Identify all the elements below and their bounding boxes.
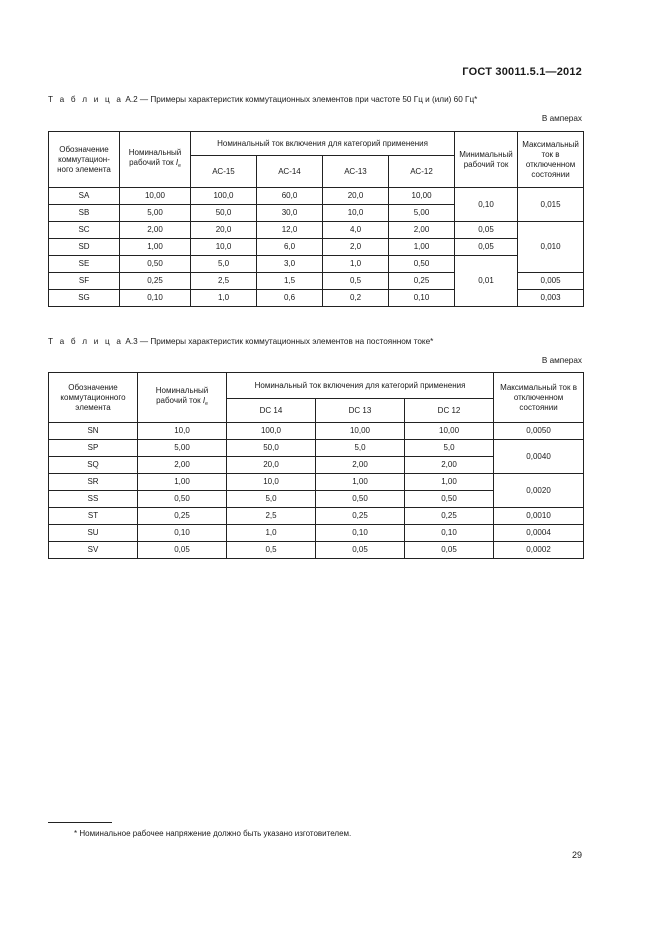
cell-ac12: 1,00 xyxy=(389,239,455,256)
table2-caption-label: Т а б л и ц а xyxy=(48,95,124,104)
table2-header-rated-current xyxy=(120,132,191,188)
cell-ie: 2,00 xyxy=(138,457,227,474)
cell-ac13: 0,2 xyxy=(323,290,389,307)
table3-header-max-current: Максимальный ток в отключенном состоянии xyxy=(494,373,584,423)
table-row xyxy=(49,440,584,457)
table3-header-rated-sub: e xyxy=(205,401,208,407)
cell-code: SE xyxy=(49,256,120,273)
cell-max-sn: 0,0050 xyxy=(494,423,584,440)
cell-max-sv: 0,0002 xyxy=(494,542,584,559)
cell-code: SN xyxy=(49,423,138,440)
table2-header-ac13: АС-13 xyxy=(323,156,389,188)
cell-max-sa-sb: 0,015 xyxy=(518,188,584,222)
cell-dc12: 0,05 xyxy=(405,542,494,559)
cell-ac15: 50,0 xyxy=(191,205,257,222)
cell-dc13: 0,10 xyxy=(316,525,405,542)
cell-ie: 0,25 xyxy=(120,273,191,290)
table2-header-min-current: Минимальный рабочий ток xyxy=(455,132,518,188)
cell-ac14: 60,0 xyxy=(257,188,323,205)
cell-ac12: 0,25 xyxy=(389,273,455,290)
table-row xyxy=(49,222,584,239)
cell-dc14: 10,0 xyxy=(227,474,316,491)
table-row xyxy=(49,239,584,256)
cell-code: SB xyxy=(49,205,120,222)
table-row xyxy=(49,474,584,491)
table2-caption xyxy=(48,95,477,104)
cell-ac14: 0,6 xyxy=(257,290,323,307)
cell-ac12: 0,10 xyxy=(389,290,455,307)
cell-code: ST xyxy=(49,508,138,525)
cell-ac15: 2,5 xyxy=(191,273,257,290)
cell-code: SP xyxy=(49,440,138,457)
cell-dc13: 0,50 xyxy=(316,491,405,508)
cell-ac14: 1,5 xyxy=(257,273,323,290)
cell-ie: 0,05 xyxy=(138,542,227,559)
cell-dc14: 20,0 xyxy=(227,457,316,474)
table3-header-rated-text: Номинальный рабочий ток xyxy=(155,386,209,405)
cell-ac12: 2,00 xyxy=(389,222,455,239)
table3-header-dc14: DC 14 xyxy=(227,399,316,423)
footnote-divider xyxy=(48,822,112,823)
cell-code: SU xyxy=(49,525,138,542)
cell-max-sg: 0,003 xyxy=(518,290,584,307)
table-row xyxy=(49,423,584,440)
cell-ie: 5,00 xyxy=(120,205,191,222)
cell-code: SS xyxy=(49,491,138,508)
table3-header-rated-symbol: I xyxy=(202,396,206,405)
table2-header-max-current: Максимальный ток в отключенном состоянии xyxy=(518,132,584,188)
cell-ie: 1,00 xyxy=(138,474,227,491)
cell-ac12: 0,50 xyxy=(389,256,455,273)
cell-dc14: 100,0 xyxy=(227,423,316,440)
cell-dc14: 1,0 xyxy=(227,525,316,542)
cell-ac13: 0,5 xyxy=(323,273,389,290)
cell-ac15: 10,0 xyxy=(191,239,257,256)
cell-code: SG xyxy=(49,290,120,307)
cell-code: SQ xyxy=(49,457,138,474)
cell-ac13: 2,0 xyxy=(323,239,389,256)
table3 xyxy=(48,372,584,559)
table3-header-dc13: DC 13 xyxy=(316,399,405,423)
cell-ac14: 30,0 xyxy=(257,205,323,222)
cell-ac15: 1,0 xyxy=(191,290,257,307)
cell-ie: 0,50 xyxy=(120,256,191,273)
cell-max-sc-se: 0,010 xyxy=(518,222,584,273)
cell-ac13: 1,0 xyxy=(323,256,389,273)
cell-ac14: 12,0 xyxy=(257,222,323,239)
cell-ac13: 20,0 xyxy=(323,188,389,205)
table2-header-ac14: АС-14 xyxy=(257,156,323,188)
cell-code: SC xyxy=(49,222,120,239)
cell-ac14: 6,0 xyxy=(257,239,323,256)
cell-ie: 10,0 xyxy=(138,423,227,440)
cell-max-sp-sq: 0,0040 xyxy=(494,440,584,474)
document-code: ГОСТ 30011.5.1—2012 xyxy=(462,66,582,78)
table2 xyxy=(48,131,584,307)
table2-header-ac15: АС-15 xyxy=(191,156,257,188)
cell-dc12: 0,50 xyxy=(405,491,494,508)
table3-header-making-group: Номинальный ток включения для категорий применения xyxy=(227,373,494,399)
cell-ac15: 100,0 xyxy=(191,188,257,205)
cell-code: SA xyxy=(49,188,120,205)
table-row xyxy=(49,256,584,273)
table2-header-rated-symbol: I xyxy=(175,158,179,167)
cell-dc12: 2,00 xyxy=(405,457,494,474)
cell-dc13: 10,00 xyxy=(316,423,405,440)
cell-code: SR xyxy=(49,474,138,491)
table2-header-rated-sub: e xyxy=(178,163,181,169)
cell-ac12: 10,00 xyxy=(389,188,455,205)
table-row xyxy=(49,188,584,205)
cell-max-st: 0,0010 xyxy=(494,508,584,525)
table3-header-designation: Обозначение коммутационного элемента xyxy=(49,373,138,423)
table3-caption-text: А.3 — Примеры характеристик коммутационных элементов на постоянном токе* xyxy=(123,337,434,346)
cell-max-sr-ss: 0,0020 xyxy=(494,474,584,508)
cell-ac12: 5,00 xyxy=(389,205,455,222)
table-row xyxy=(49,508,584,525)
cell-ie: 5,00 xyxy=(138,440,227,457)
cell-dc13: 2,00 xyxy=(316,457,405,474)
cell-max-sf: 0,005 xyxy=(518,273,584,290)
cell-ie: 2,00 xyxy=(120,222,191,239)
cell-dc12: 0,25 xyxy=(405,508,494,525)
cell-dc12: 0,10 xyxy=(405,525,494,542)
cell-ie: 0,10 xyxy=(138,525,227,542)
cell-min-sd: 0,05 xyxy=(455,239,518,256)
table3-header-dc12: DC 12 xyxy=(405,399,494,423)
cell-ac15: 20,0 xyxy=(191,222,257,239)
footnote: * Номинальное рабочее напряжение должно быть указано изготовителем. xyxy=(74,829,352,838)
cell-code: SF xyxy=(49,273,120,290)
cell-dc13: 5,0 xyxy=(316,440,405,457)
table2-header-rated-text: Номинальный рабочий ток xyxy=(128,148,182,167)
cell-ac13: 4,0 xyxy=(323,222,389,239)
cell-dc13: 0,05 xyxy=(316,542,405,559)
cell-dc12: 1,00 xyxy=(405,474,494,491)
cell-ie: 1,00 xyxy=(120,239,191,256)
table2-header-designation: Обозначение коммутацион-ного элемента xyxy=(49,132,120,188)
cell-code: SD xyxy=(49,239,120,256)
cell-ie: 0,25 xyxy=(138,508,227,525)
cell-dc12: 5,0 xyxy=(405,440,494,457)
cell-max-su: 0,0004 xyxy=(494,525,584,542)
cell-dc14: 0,5 xyxy=(227,542,316,559)
table2-caption-text: А.2 — Примеры характеристик коммутационных элементов при частоте 50 Гц и (или) 60 Гц* xyxy=(123,95,478,104)
cell-dc13: 1,00 xyxy=(316,474,405,491)
table2-header-making-group: Номинальный ток включения для категорий применения xyxy=(191,132,455,156)
cell-min-se-sg: 0,01 xyxy=(455,256,518,307)
cell-ie: 0,50 xyxy=(138,491,227,508)
table2-header-ac12: АС-12 xyxy=(389,156,455,188)
cell-min-sc: 0,05 xyxy=(455,222,518,239)
cell-ie: 10,00 xyxy=(120,188,191,205)
table-row xyxy=(49,542,584,559)
cell-min-sa-sb: 0,10 xyxy=(455,188,518,222)
page-number: 29 xyxy=(571,850,582,860)
table3-units: В амперах xyxy=(541,356,582,365)
cell-dc13: 0,25 xyxy=(316,508,405,525)
cell-ac13: 10,0 xyxy=(323,205,389,222)
table3-caption xyxy=(48,337,433,346)
table-row xyxy=(49,525,584,542)
cell-dc12: 10,00 xyxy=(405,423,494,440)
cell-dc14: 50,0 xyxy=(227,440,316,457)
cell-ac14: 3,0 xyxy=(257,256,323,273)
cell-code: SV xyxy=(49,542,138,559)
table2-units: В амперах xyxy=(541,114,582,123)
table3-caption-label: Т а б л и ц а xyxy=(48,337,124,346)
cell-dc14: 5,0 xyxy=(227,491,316,508)
cell-ac15: 5,0 xyxy=(191,256,257,273)
cell-ie: 0,10 xyxy=(120,290,191,307)
cell-dc14: 2,5 xyxy=(227,508,316,525)
table3-header-rated-current xyxy=(138,373,227,423)
